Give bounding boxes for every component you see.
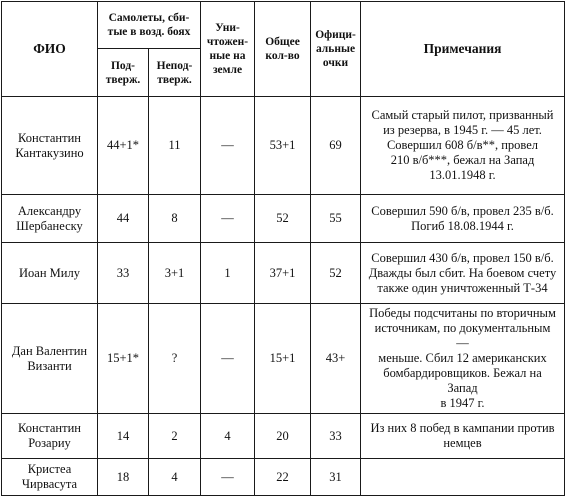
header-confirmed: Под- тверж. xyxy=(98,49,149,97)
pilot-name: Дан Валентин Византи xyxy=(2,304,98,414)
header-ground: Уни- чтожен- ные на земле xyxy=(201,2,255,97)
pilot-name: Кристеа Чирвасута xyxy=(2,459,98,496)
official-cell: 69 xyxy=(311,97,361,195)
pilot-name: Константин Розариу xyxy=(2,414,98,459)
ground-cell: — xyxy=(201,195,255,243)
header-unconfirmed: Непод- тверж. xyxy=(149,49,201,97)
confirmed-cell: 44+1* xyxy=(98,97,149,195)
header-row-top xyxy=(2,2,565,49)
confirmed-cell: 14 xyxy=(98,414,149,459)
pilot-name: Иоан Милу xyxy=(2,243,98,304)
pilot-name: Александру Шербанеску xyxy=(2,195,98,243)
table-row xyxy=(2,97,565,195)
header-official: Офици- альные очки xyxy=(311,2,361,97)
table-row xyxy=(2,304,565,414)
official-cell: 33 xyxy=(311,414,361,459)
header-notes: Примечания xyxy=(361,2,565,97)
unconfirmed-cell: 8 xyxy=(149,195,201,243)
table-row xyxy=(2,459,565,496)
total-cell: 22 xyxy=(255,459,311,496)
note-cell: Самый старый пилот, призванный из резерва, в 1945 г. — 45 лет. Совершил 608 б/в**, провел 210 в/б***, бежал на Запад 13.01.1948 г. xyxy=(361,97,565,195)
unconfirmed-cell: 3+1 xyxy=(149,243,201,304)
note-cell: Совершил 430 б/в, провел 150 в/б. Дважды был сбит. На боевом счету также один уничтоженный Т-34 xyxy=(361,243,565,304)
total-cell: 52 xyxy=(255,195,311,243)
ground-cell: 4 xyxy=(201,414,255,459)
ground-cell: — xyxy=(201,304,255,414)
confirmed-cell: 15+1* xyxy=(98,304,149,414)
confirmed-cell: 18 xyxy=(98,459,149,496)
ground-cell: 1 xyxy=(201,243,255,304)
unconfirmed-cell: 2 xyxy=(149,414,201,459)
table-row xyxy=(2,243,565,304)
total-cell: 37+1 xyxy=(255,243,311,304)
header-shot-down: Самолеты, сби- тые в возд. боях xyxy=(98,2,201,49)
unconfirmed-cell: 4 xyxy=(149,459,201,496)
official-cell: 55 xyxy=(311,195,361,243)
confirmed-cell: 33 xyxy=(98,243,149,304)
official-cell: 31 xyxy=(311,459,361,496)
note-cell xyxy=(361,459,565,496)
aces-table xyxy=(1,1,565,496)
total-cell: 20 xyxy=(255,414,311,459)
official-cell: 52 xyxy=(311,243,361,304)
ground-cell: — xyxy=(201,459,255,496)
table-row xyxy=(2,195,565,243)
confirmed-cell: 44 xyxy=(98,195,149,243)
total-cell: 53+1 xyxy=(255,97,311,195)
official-cell: 43+ xyxy=(311,304,361,414)
header-total: Общее кол-во xyxy=(255,2,311,97)
unconfirmed-cell: ? xyxy=(149,304,201,414)
note-cell: Из них 8 побед в кампании против немцев xyxy=(361,414,565,459)
header-fio: ФИО xyxy=(2,2,98,97)
note-cell: Совершил 590 б/в, провел 235 в/б. Погиб 18.08.1944 г. xyxy=(361,195,565,243)
table-row xyxy=(2,414,565,459)
ground-cell: — xyxy=(201,97,255,195)
note-cell: Победы подсчитаны по вторичным источникам, по документальным — меньше. Сбил 12 американских бомбардировщиков. Бежал на Запад в 1947 г. xyxy=(361,304,565,414)
pilot-name: Константин Кантакузино xyxy=(2,97,98,195)
unconfirmed-cell: 11 xyxy=(149,97,201,195)
total-cell: 15+1 xyxy=(255,304,311,414)
